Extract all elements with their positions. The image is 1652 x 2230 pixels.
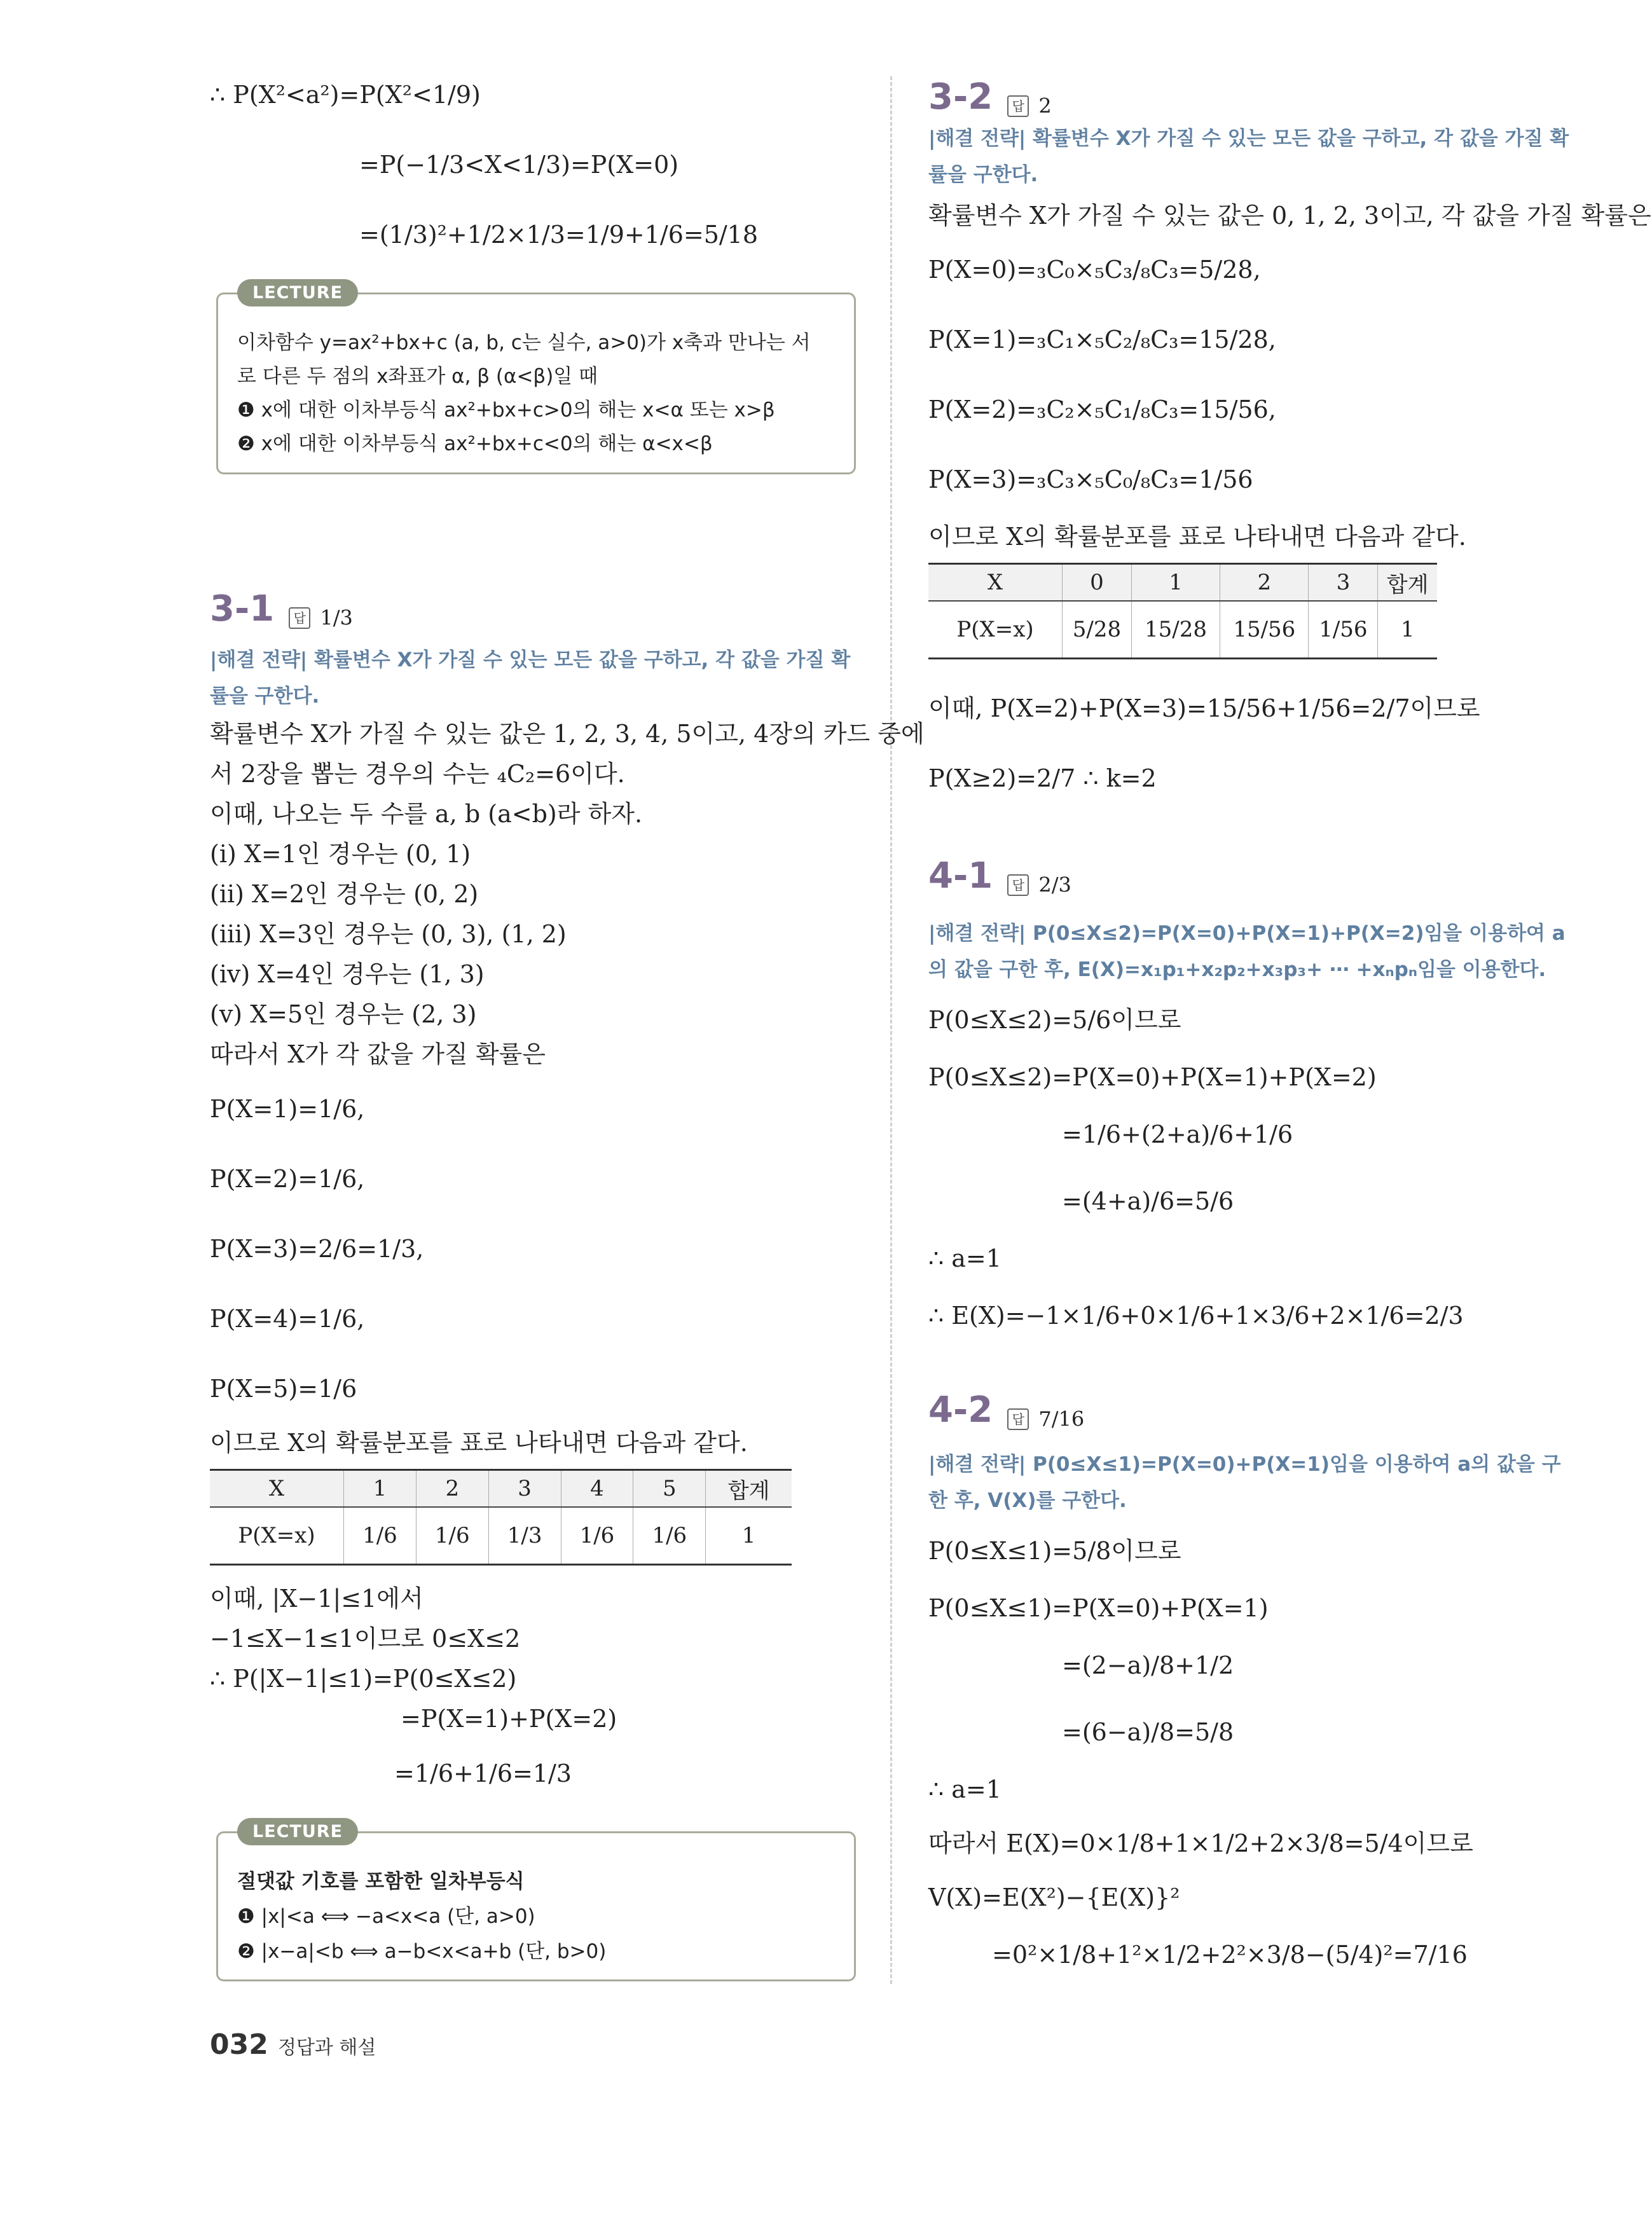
text-line: =P(X=1)+P(X=2) bbox=[401, 1705, 617, 1733]
table-cell: 1/6 bbox=[561, 1507, 633, 1565]
lecture-tag: LECTURE bbox=[237, 279, 358, 306]
table-cell: X bbox=[928, 564, 1063, 602]
text-line: P(X≥2)=2/7 ∴ k=2 bbox=[928, 764, 1157, 792]
probability-line: P(X=2)=1/6, bbox=[210, 1165, 365, 1193]
answer-value: 2/3 bbox=[1038, 872, 1071, 897]
table-cell: 1 bbox=[706, 1507, 792, 1565]
probability-line: P(X=1)=1/6, bbox=[210, 1095, 365, 1123]
text-line: ∴ a=1 bbox=[928, 1775, 1002, 1803]
solution-strategy: |해결 전략| P(0≤X≤1)=P(X=0)+P(X=1)임을 이용하여 a의 값을 구한 후, V(X)를 구한다. bbox=[928, 1453, 1561, 1512]
text-line: =1/6+1/6=1/3 bbox=[394, 1759, 572, 1787]
lecture-line: ❷ x에 대한 이차부등식 ax²+bx+c<0의 해는 α<x<β bbox=[237, 432, 713, 455]
question-id: 4-2 bbox=[928, 1389, 993, 1431]
table-cell: X bbox=[210, 1470, 344, 1508]
formula-line: ∴ P(X²<a²)=P(X²<1/9) bbox=[210, 81, 481, 109]
lecture-line: 이차함수 y=ax²+bx+c (a, b, c는 실수, a>0)가 x축과 만나는 서 bbox=[237, 331, 811, 354]
question-header-4-2 bbox=[928, 1389, 1084, 1431]
text-line: P(0≤X≤2)=P(X=0)+P(X=1)+P(X=2) bbox=[928, 1063, 1377, 1091]
table-cell: 15/28 bbox=[1131, 601, 1220, 659]
probability-table bbox=[210, 1469, 792, 1566]
lecture-line: ❶ |x|<a ⟺ −a<x<a (단, a>0) bbox=[237, 1905, 535, 1928]
table-cell: 3 bbox=[1309, 564, 1378, 602]
text-line: =1/6+(2+a)/6+1/6 bbox=[1062, 1120, 1293, 1148]
lecture-tag: LECTURE bbox=[237, 1818, 358, 1845]
table-cell: 1 bbox=[1378, 601, 1437, 659]
question-id: 4-1 bbox=[928, 855, 993, 897]
text-line: P(0≤X≤2)=5/6이므로 bbox=[928, 1006, 1181, 1034]
table-cell: 합계 bbox=[706, 1470, 792, 1508]
text-line: ∴ a=1 bbox=[928, 1244, 1002, 1272]
text-line: 이때, P(X=2)+P(X=3)=15/56+1/56=2/7이므로 bbox=[928, 694, 1480, 722]
probability-table bbox=[928, 563, 1437, 659]
text-line: =(4+a)/6=5/6 bbox=[1062, 1187, 1234, 1215]
lecture-box bbox=[216, 1822, 856, 1981]
text-line: P(0≤X≤1)=P(X=0)+P(X=1) bbox=[928, 1594, 1269, 1622]
question-header-3-1 bbox=[210, 588, 353, 630]
text-line: ∴ P(|X−1|≤1)=P(0≤X≤2) bbox=[210, 1665, 517, 1693]
answer-value: 1/3 bbox=[320, 605, 353, 630]
table-header-row bbox=[928, 564, 1437, 602]
table-cell: 15/56 bbox=[1220, 601, 1309, 659]
text-line: 확률변수 X가 가질 수 있는 값은 1, 2, 3, 4, 5이고, 4장의 카드 중에 bbox=[210, 720, 925, 748]
formula-line: =(1/3)²+1/2×1/3=1/9+1/6=5/18 bbox=[359, 221, 759, 249]
table-row bbox=[928, 601, 1437, 659]
answer-value: 7/16 bbox=[1038, 1407, 1085, 1431]
text-line: 서 2장을 뽑는 경우의 수는 ₄C₂=6이다. bbox=[210, 760, 625, 788]
solution-strategy: |해결 전략| 확률변수 X가 가질 수 있는 모든 값을 구하고, 각 값을 가질 확률을 구한다. bbox=[210, 649, 851, 708]
text-line: P(0≤X≤1)=5/8이므로 bbox=[928, 1537, 1181, 1565]
question-id: 3-1 bbox=[210, 588, 275, 630]
text-line: 이때, 나오는 두 수를 a, b (a<b)라 하자. bbox=[210, 800, 643, 828]
probability-line: P(X=2)=₃C₂×₅C₁/₈C₃=15/56, bbox=[928, 396, 1276, 423]
text-line: (iv) X=4인 경우는 (1, 3) bbox=[210, 960, 485, 988]
question-header-3-2 bbox=[928, 76, 1052, 118]
table-cell: 3 bbox=[488, 1470, 561, 1508]
text-line: −1≤X−1≤1이므로 0≤X≤2 bbox=[210, 1625, 521, 1653]
solution-strategy: |해결 전략| 확률변수 X가 가질 수 있는 모든 값을 구하고, 각 값을 가질 확률을 구한다. bbox=[928, 127, 1569, 186]
probability-line: P(X=3)=₃C₃×₅C₀/₈C₃=1/56 bbox=[928, 465, 1253, 493]
answer-badge: 답 bbox=[1007, 1408, 1029, 1430]
lecture-line: ❶ x에 대한 이차부등식 ax²+bx+c>0의 해는 x<α 또는 x>β bbox=[237, 399, 775, 422]
table-cell: 1/6 bbox=[344, 1507, 416, 1565]
text-line: =0²×1/8+1²×1/2+2²×3/8−(5/4)²=7/16 bbox=[992, 1941, 1468, 1969]
formula-line: =P(−1/3<X<1/3)=P(X=0) bbox=[359, 151, 679, 179]
text-line: (ii) X=2인 경우는 (0, 2) bbox=[210, 880, 479, 908]
page-number: 032 bbox=[210, 2028, 268, 2061]
table-cell: 5/28 bbox=[1063, 601, 1132, 659]
text-line: ∴ E(X)=−1×1/6+0×1/6+1×3/6+2×1/6=2/3 bbox=[928, 1302, 1464, 1330]
lecture-box bbox=[216, 283, 856, 474]
table-cell: 1/56 bbox=[1309, 601, 1378, 659]
text-line: =(6−a)/8=5/8 bbox=[1062, 1718, 1234, 1746]
text-line: 따라서 E(X)=0×1/8+1×1/2+2×3/8=5/4이므로 bbox=[928, 1829, 1473, 1857]
text-line: 따라서 X가 각 값을 가질 확률은 bbox=[210, 1040, 546, 1068]
question-header-4-1 bbox=[928, 855, 1071, 897]
table-intro: 이므로 X의 확률분포를 표로 나타내면 다음과 같다. bbox=[210, 1429, 748, 1457]
table-header-row bbox=[210, 1470, 792, 1508]
probability-line: P(X=5)=1/6 bbox=[210, 1375, 357, 1403]
answer-badge: 답 bbox=[289, 607, 310, 629]
probability-line: P(X=0)=₃C₀×₅C₃/₈C₃=5/28, bbox=[928, 256, 1261, 284]
table-cell: P(X=x) bbox=[928, 601, 1063, 659]
text-line: 이때, |X−1|≤1에서 bbox=[210, 1585, 423, 1613]
probability-line: P(X=4)=1/6, bbox=[210, 1305, 365, 1333]
table-cell: 합계 bbox=[1378, 564, 1437, 602]
table-row bbox=[210, 1507, 792, 1565]
column-divider bbox=[890, 76, 892, 1984]
table-cell: 4 bbox=[561, 1470, 633, 1508]
table-cell: 1 bbox=[344, 1470, 416, 1508]
table-cell: P(X=x) bbox=[210, 1507, 344, 1565]
table-cell: 1/6 bbox=[416, 1507, 488, 1565]
text-line: (v) X=5인 경우는 (2, 3) bbox=[210, 1000, 477, 1028]
text-line: V(X)=E(X²)−{E(X)}² bbox=[928, 1883, 1180, 1911]
table-cell: 2 bbox=[416, 1470, 488, 1508]
probability-line: P(X=3)=2/6=1/3, bbox=[210, 1235, 424, 1263]
table-cell: 1/3 bbox=[488, 1507, 561, 1565]
table-cell: 2 bbox=[1220, 564, 1309, 602]
answer-badge: 답 bbox=[1007, 874, 1029, 896]
probability-line: P(X=1)=₃C₁×₅C₂/₈C₃=15/28, bbox=[928, 326, 1276, 354]
footer-label: 정답과 해설 bbox=[277, 2037, 376, 2059]
table-cell: 0 bbox=[1063, 564, 1132, 602]
answer-badge: 답 bbox=[1007, 95, 1029, 117]
text-line: =(2−a)/8+1/2 bbox=[1062, 1651, 1234, 1679]
answer-value: 2 bbox=[1038, 93, 1052, 118]
solution-strategy: |해결 전략| P(0≤X≤2)=P(X=0)+P(X=1)+P(X=2)임을 이용하여 a의 값을 구한 후, E(X)=x₁p₁+x₂p₂+x₃p₃+ ⋯ +xₙpₙ임을 이용한다. bbox=[928, 922, 1566, 981]
lecture-line: 로 다른 두 점의 x좌표가 α, β (α<β)일 때 bbox=[237, 365, 598, 388]
table-cell: 5 bbox=[633, 1470, 706, 1508]
text-line: (iii) X=3인 경우는 (0, 3), (1, 2) bbox=[210, 920, 567, 948]
page-footer bbox=[210, 2028, 376, 2061]
text-line: (i) X=1인 경우는 (0, 1) bbox=[210, 840, 471, 868]
lecture-line: ❷ |x−a|<b ⟺ a−b<x<a+b (단, b>0) bbox=[237, 1940, 607, 1963]
text-line: 확률변수 X가 가질 수 있는 값은 0, 1, 2, 3이고, 각 값을 가질 확률은 bbox=[928, 202, 1651, 230]
table-intro: 이므로 X의 확률분포를 표로 나타내면 다음과 같다. bbox=[928, 523, 1466, 551]
lecture-title: 절댓값 기호를 포함한 일차부등식 bbox=[237, 1870, 525, 1893]
table-cell: 1/6 bbox=[633, 1507, 706, 1565]
question-id: 3-2 bbox=[928, 76, 993, 118]
table-cell: 1 bbox=[1131, 564, 1220, 602]
